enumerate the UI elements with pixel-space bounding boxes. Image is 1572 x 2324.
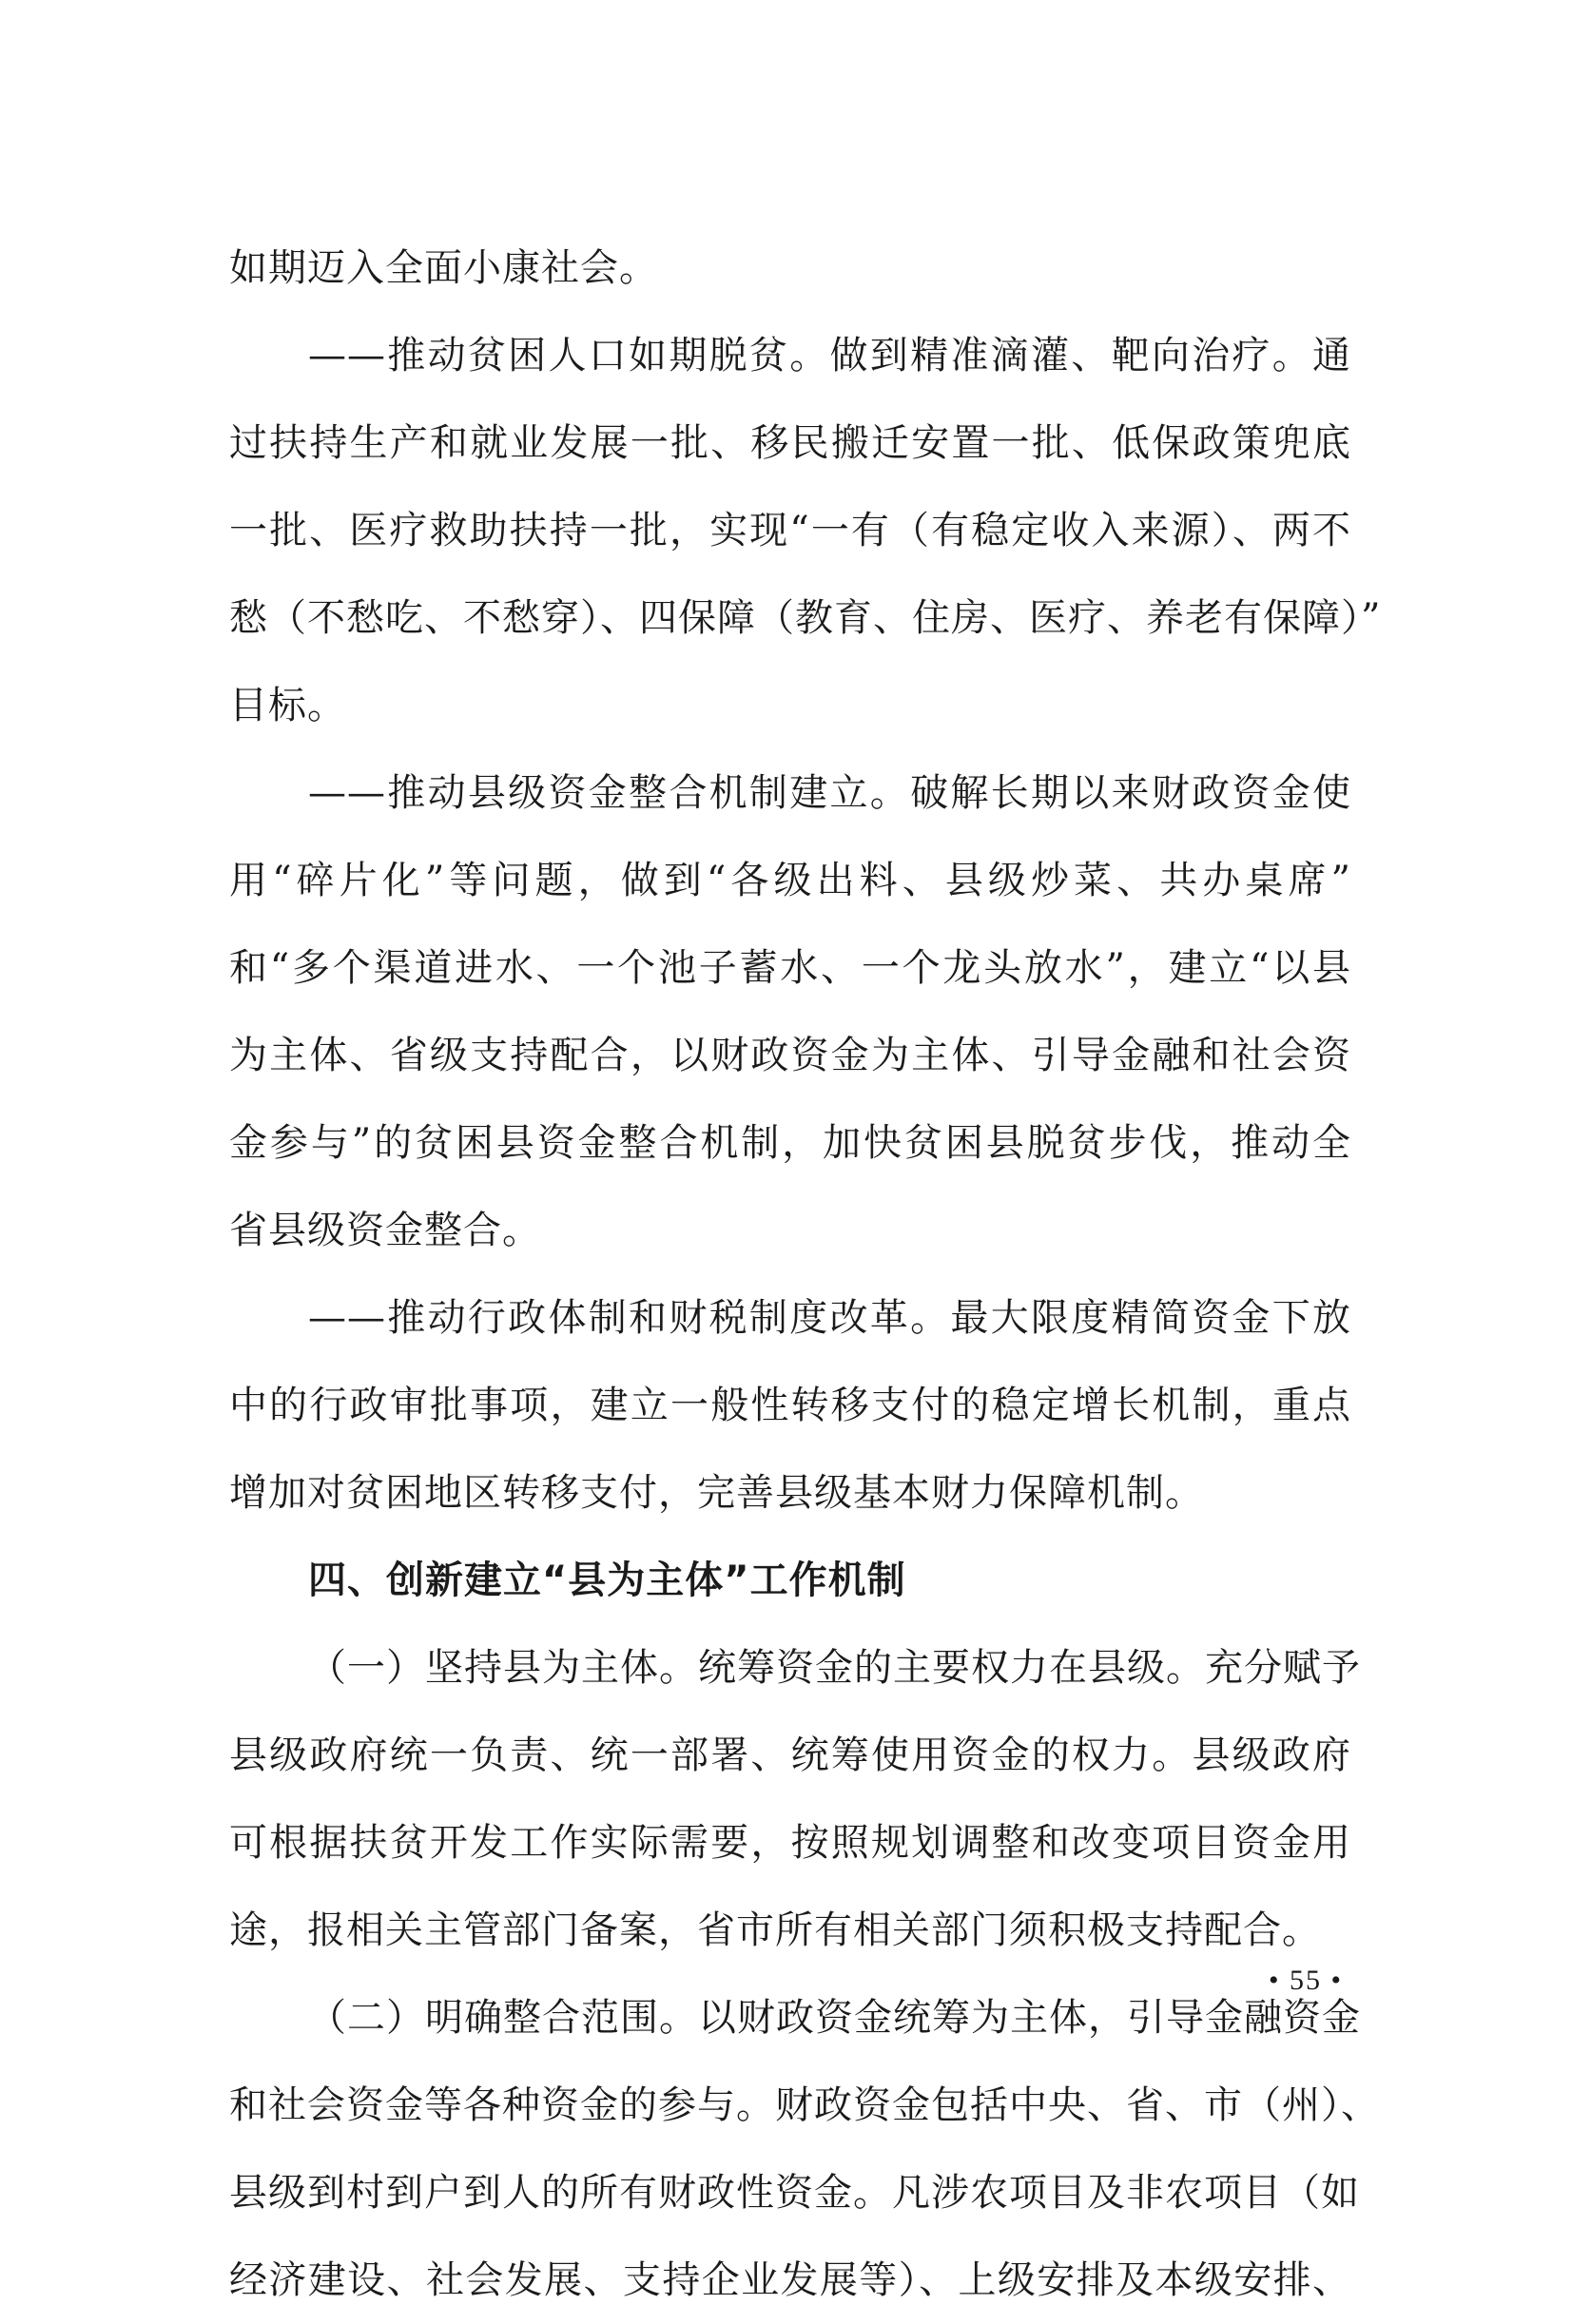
text-line: （二）明确整合范围。以财政资金统筹为主体，引导金融资金 [308, 1996, 1361, 2040]
text-line: 过扶持生产和就业发展一批、移民搬迁安置一批、低保政策兜底 [229, 421, 1351, 465]
text-line: ——推动县级资金整合机制建立。破解长期以来财政资金使 [308, 771, 1351, 815]
text-line: 可根据扶贫开发工作实际需要，按照规划调整和改变项目资金用 [229, 1821, 1351, 1865]
text-line: ——推动行政体制和财税制度改革。最大限度精简资金下放 [308, 1296, 1351, 1340]
text-line: 一批、医疗救助扶持一批，实现“一有（有稳定收入来源）、两不 [229, 509, 1351, 552]
text-line: （一）坚持县为主体。统筹资金的主要权力在县级。充分赋予 [308, 1646, 1361, 1690]
text-line: 县级到村到户到人的所有财政性资金。凡涉农项目及非农项目（如 [229, 2171, 1360, 2215]
text-line: 和“多个渠道进水、一个池子蓄水、一个龙头放水”，建立“以县 [229, 946, 1351, 990]
text-line: 经济建设、社会发展、支持企业发展等）、上级安排及本级安排、 [229, 2258, 1351, 2302]
text-line: 途，报相关主管部门备案，省市所有相关部门须积极支持配合。 [229, 1908, 1321, 1952]
body-text [229, 224, 1382, 2324]
text-line: 如期迈入全面小康社会。 [229, 246, 658, 290]
page-number: • 55 • [1268, 1965, 1343, 1996]
text-line: 用“碎片化”等问题，做到“各级出料、县级炒菜、共办桌席” [229, 859, 1351, 902]
text-line: 愁（不愁吃、不愁穿）、四保障（教育、住房、医疗、养老有保障）” [229, 596, 1382, 640]
text-line: 中的行政审批事项，建立一般性转移支付的稳定增长机制，重点 [229, 1384, 1351, 1427]
text-line: 金参与”的贫困县资金整合机制，加快贫困县脱贫步伐，推动全 [229, 1121, 1351, 1165]
text-line: 为主体、省级支持配合，以财政资金为主体、引导金融和社会资 [229, 1034, 1351, 1077]
text-line: 和社会资金等各种资金的参与。财政资金包括中央、省、市（州）、 [229, 2083, 1380, 2127]
text-line: 县级政府统一负责、统一部署、统筹使用资金的权力。县级政府 [229, 1733, 1351, 1777]
text-line: 目标。 [229, 684, 346, 727]
text-line: ——推动贫困人口如期脱贫。做到精准滴灌、靶向治疗。通 [308, 334, 1351, 378]
text-line: 省县级资金整合。 [229, 1209, 541, 1252]
section-heading: 四、创新建立“县为主体”工作机制 [308, 1559, 906, 1602]
text-line: 增加对贫困地区转移支付，完善县级基本财力保障机制。 [229, 1471, 1204, 1515]
